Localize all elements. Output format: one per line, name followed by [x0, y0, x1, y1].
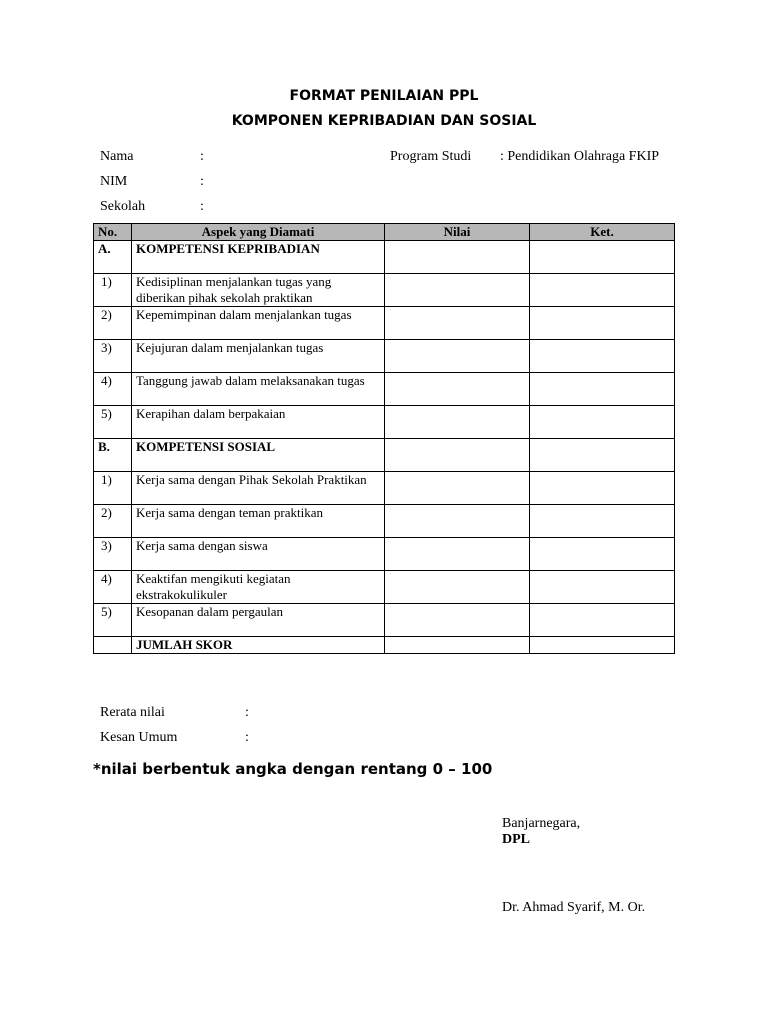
assessment-table	[93, 223, 675, 654]
prodi-label: Program Studi	[390, 149, 472, 164]
ket-cell[interactable]	[530, 571, 675, 604]
section-heading-sosial: KOMPETENSI SOSIAL	[132, 439, 385, 472]
jumlah-skor-label: JUMLAH SKOR	[132, 637, 385, 654]
table-row	[94, 373, 675, 406]
grading-note: *nilai berbentuk angka dengan rentang 0 – 100	[93, 760, 493, 778]
table-header-row	[94, 224, 675, 241]
kesan-label: Kesan Umum	[100, 730, 178, 745]
nilai-cell[interactable]	[385, 505, 530, 538]
table-row	[94, 505, 675, 538]
ket-cell[interactable]	[530, 241, 675, 274]
nilai-cell[interactable]	[385, 538, 530, 571]
row-aspek: Kepemimpinan dalam menjalankan tugas	[132, 307, 385, 340]
table-row	[94, 472, 675, 505]
row-aspek: Kerja sama dengan Pihak Sekolah Praktikan	[132, 472, 385, 505]
header-aspek: Aspek yang Diamati	[132, 224, 385, 241]
signature-name: Dr. Ahmad Syarif, M. Or.	[502, 900, 646, 915]
ket-total-cell[interactable]	[530, 637, 675, 654]
nilai-cell[interactable]	[385, 604, 530, 637]
document-subtitle: KOMPONEN KEPRIBADIAN DAN SOSIAL	[231, 113, 537, 129]
nim-colon: :	[200, 174, 204, 189]
table-row	[94, 439, 675, 472]
nilai-cell[interactable]	[385, 439, 530, 472]
row-aspek: Kerapihan dalam berpakaian	[132, 406, 385, 439]
header-ket: Ket.	[530, 224, 675, 241]
ket-cell[interactable]	[530, 274, 675, 307]
table-row	[94, 571, 675, 604]
nama-colon: :	[200, 149, 204, 164]
row-aspek: Kerja sama dengan siswa	[132, 538, 385, 571]
nilai-cell[interactable]	[385, 307, 530, 340]
document-title: FORMAT PENILAIAN PPL	[289, 88, 479, 104]
signature-place: Banjarnegara,	[502, 816, 581, 831]
table-row	[94, 538, 675, 571]
row-no: A.	[94, 241, 132, 274]
nilai-cell[interactable]	[385, 274, 530, 307]
nama-label: Nama	[100, 149, 134, 164]
table-row	[94, 604, 675, 637]
rerata-colon: :	[245, 705, 249, 720]
kesan-colon: :	[245, 730, 249, 745]
header-nilai: Nilai	[385, 224, 530, 241]
row-no: 2)	[94, 505, 132, 538]
nilai-cell[interactable]	[385, 472, 530, 505]
ket-cell[interactable]	[530, 472, 675, 505]
row-aspek: Kesopanan dalam pergaulan	[132, 604, 385, 637]
row-aspek: Keaktifan mengikuti kegiatan ekstrakokulikuler	[132, 571, 385, 604]
sekolah-colon: :	[200, 199, 204, 214]
row-aspek: Kejujuran dalam menjalankan tugas	[132, 340, 385, 373]
table-row	[94, 340, 675, 373]
table-row	[94, 406, 675, 439]
prodi-value: : Pendidikan Olahraga FKIP	[500, 149, 660, 164]
rerata-label: Rerata nilai	[100, 705, 165, 720]
sekolah-label: Sekolah	[100, 199, 146, 214]
nilai-cell[interactable]	[385, 340, 530, 373]
row-no: 1)	[94, 274, 132, 307]
row-no: 5)	[94, 406, 132, 439]
nilai-cell[interactable]	[385, 406, 530, 439]
row-no: 5)	[94, 604, 132, 637]
row-no: 4)	[94, 571, 132, 604]
signature-role: DPL	[502, 832, 530, 847]
ket-cell[interactable]	[530, 373, 675, 406]
ket-cell[interactable]	[530, 406, 675, 439]
nilai-cell[interactable]	[385, 241, 530, 274]
ket-cell[interactable]	[530, 538, 675, 571]
ket-cell[interactable]	[530, 439, 675, 472]
table-row	[94, 241, 675, 274]
row-no	[94, 637, 132, 654]
row-no: 3)	[94, 538, 132, 571]
section-heading-kepribadian: KOMPETENSI KEPRIBADIAN	[132, 241, 385, 274]
table-row	[94, 274, 675, 307]
nim-label: NIM	[100, 174, 128, 189]
ket-cell[interactable]	[530, 340, 675, 373]
ket-cell[interactable]	[530, 307, 675, 340]
ket-cell[interactable]	[530, 505, 675, 538]
row-no: 4)	[94, 373, 132, 406]
row-no: 1)	[94, 472, 132, 505]
row-no: 3)	[94, 340, 132, 373]
ket-cell[interactable]	[530, 604, 675, 637]
table-row-total	[94, 637, 675, 654]
row-aspek: Kerja sama dengan teman praktikan	[132, 505, 385, 538]
nilai-total-cell[interactable]	[385, 637, 530, 654]
row-no: B.	[94, 439, 132, 472]
header-no: No.	[94, 224, 132, 241]
row-aspek: Tanggung jawab dalam melaksanakan tugas	[132, 373, 385, 406]
table-row	[94, 307, 675, 340]
row-no: 2)	[94, 307, 132, 340]
nilai-cell[interactable]	[385, 373, 530, 406]
row-aspek: Kedisiplinan menjalankan tugas yang diberikan pihak sekolah praktikan	[132, 274, 385, 307]
nilai-cell[interactable]	[385, 571, 530, 604]
